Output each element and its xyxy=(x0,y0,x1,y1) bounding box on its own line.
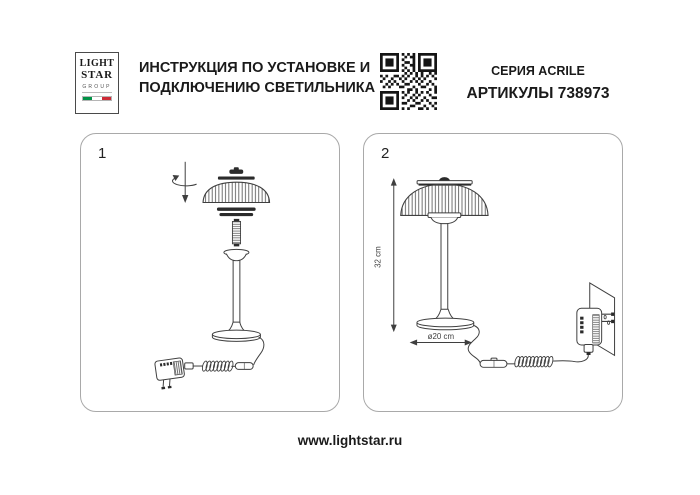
step-number: 1 xyxy=(98,145,107,162)
title-line-1: ИНСТРУКЦИЯ ПО УСТАНОВКЕ И xyxy=(139,60,371,76)
shade-rings xyxy=(217,207,256,216)
power-cord xyxy=(468,325,480,363)
lamp-stem xyxy=(224,249,249,332)
power-cord xyxy=(254,337,264,365)
logo-text-star: STAR xyxy=(81,69,113,81)
rotate-arrow-icon xyxy=(173,162,197,203)
threaded-rod xyxy=(232,219,240,247)
italian-flag-icon xyxy=(82,96,112,101)
website-url: www.lightstar.ru xyxy=(297,433,403,448)
assembled-lamp xyxy=(401,177,488,330)
articles-label: АРТИКУЛЫ 738973 xyxy=(466,85,610,102)
logo-text-light: LIGHT xyxy=(79,58,115,69)
brand-logo xyxy=(75,52,119,114)
exploded-lamp-diagram xyxy=(81,134,339,411)
step-panel-1 xyxy=(80,133,340,412)
lamp-base xyxy=(417,318,474,330)
series-label: СЕРИЯ ACRILE xyxy=(491,64,585,78)
power-adapter xyxy=(155,358,194,390)
lamp-base xyxy=(212,330,260,341)
lamp-shade xyxy=(203,182,269,202)
diameter-dimension xyxy=(410,332,473,345)
title-line-2: ПОДКЛЮЧЕНИЮ СВЕТИЛЬНИКА xyxy=(139,79,376,96)
product-info xyxy=(452,64,624,103)
cord-switch xyxy=(235,363,253,370)
step-number: 2 xyxy=(381,145,390,162)
coiled-cord xyxy=(201,361,233,372)
qr-code-icon xyxy=(380,53,437,110)
diameter-dimension-label: ø20 cm xyxy=(427,332,455,342)
assembled-lamp-diagram xyxy=(364,134,622,411)
height-dimension xyxy=(373,178,396,332)
coiled-cord xyxy=(514,356,554,368)
step-panel-2 xyxy=(363,133,623,412)
cord-switch xyxy=(480,358,507,367)
page-title xyxy=(139,59,389,98)
logo-text-group: GROUP xyxy=(82,84,111,93)
shade-cap xyxy=(218,167,255,179)
lamp-shade xyxy=(401,184,488,215)
height-dimension-label: 32 cm xyxy=(373,246,383,268)
